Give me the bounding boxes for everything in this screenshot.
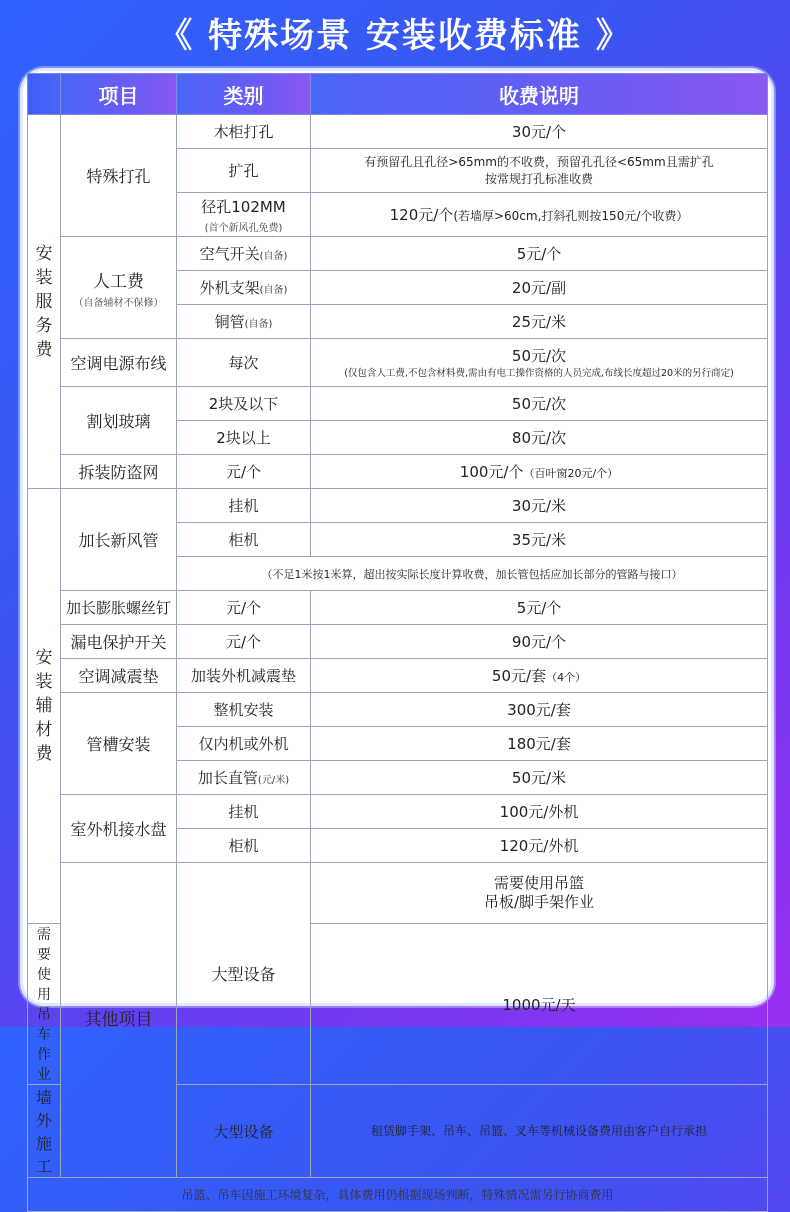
category-duct-partial: 仅内机或外机 (177, 727, 311, 761)
table-row (28, 659, 768, 693)
fee-bolt: 5元/个 (311, 591, 768, 625)
table-row (28, 455, 768, 489)
category-tray-wall: 挂机 (177, 795, 311, 829)
category-duct-extension (177, 761, 311, 795)
category-pipe-wall: 挂机 (177, 489, 311, 523)
category-copper-pipe-note: (自备) (244, 319, 273, 330)
fee-duct-full: 300元/套 (311, 693, 768, 727)
item-bolt: 加长膨胀螺丝钉 (61, 591, 177, 625)
category-air-switch-label: 空气开关 (199, 245, 260, 263)
table-footer-row (28, 1178, 768, 1212)
category-wood-cabinet: 木柜打孔 (177, 115, 311, 149)
category-air-switch-note: (自备) (259, 251, 288, 262)
fee-bracket: 20元/副 (311, 271, 768, 305)
header-fee: 收费说明 (311, 74, 768, 115)
fee-tray-cabinet: 120元/外机 (311, 829, 768, 863)
fee-table (27, 73, 768, 1212)
fee-pipe-cabinet: 35元/米 (311, 523, 768, 557)
item-labor-label: 人工费 (93, 271, 144, 292)
category-tray-cabinet: 柜机 (177, 829, 311, 863)
item-fresh-air-pipe: 加长新风管 (61, 489, 177, 591)
category-guard: 元/个 (177, 455, 311, 489)
fee-duct-extension: 50元/米 (311, 761, 768, 795)
fee-damper-note: （4个） (546, 671, 587, 684)
item-damper: 空调减震垫 (61, 659, 177, 693)
category-basket (311, 863, 768, 924)
category-bracket-label: 外机支架 (199, 279, 260, 297)
item-drain-tray: 室外机接水盘 (61, 795, 177, 863)
table-row (28, 795, 768, 829)
fee-air-switch: 5元/个 (311, 237, 768, 271)
category-hole-102 (177, 193, 311, 237)
category-bracket-note: (自备) (259, 285, 288, 296)
fee-power-wiring-value: 50元/次 (511, 346, 567, 365)
table-row (28, 625, 768, 659)
item-leak-switch: 漏电保护开关 (61, 625, 177, 659)
fee-expand-hole (311, 149, 768, 193)
category-power-wiring: 每次 (177, 339, 311, 387)
fee-exterior-work: 租赁脚手架、吊车、吊篮、叉车等机械设备费用由客户自行承担 (311, 1085, 768, 1178)
table-row (28, 237, 768, 271)
header-category: 类别 (177, 74, 311, 115)
category-copper-pipe-label: 铜管 (214, 313, 245, 331)
fee-glass-2: 80元/次 (311, 421, 768, 455)
table-row (28, 489, 768, 523)
fee-glass-1: 50元/次 (311, 387, 768, 421)
fee-pipe-wall: 30元/米 (311, 489, 768, 523)
fee-power-wiring (311, 339, 768, 387)
category-crane: 需要使用吊车作业 (28, 924, 61, 1085)
table-row (28, 115, 768, 149)
fee-leak-switch: 90元/个 (311, 625, 768, 659)
table-row (28, 863, 768, 924)
item-drill: 特殊打孔 (61, 115, 177, 237)
item-labor-note: （自备辅材不保修） (73, 297, 164, 309)
table-header-row (28, 74, 768, 115)
fee-expand-hole-line2: 按常规打孔标准收费 (484, 171, 593, 186)
fee-damper-value: 50元/套 (491, 667, 547, 685)
fee-tray-wall: 100元/外机 (311, 795, 768, 829)
item-glass: 割划玻璃 (61, 387, 177, 455)
item-power-wiring: 空调电源布线 (61, 339, 177, 387)
fee-crane: 1000元/天 (311, 924, 768, 1085)
item-duct: 管槽安装 (61, 693, 177, 795)
category-duct-full: 整机安装 (177, 693, 311, 727)
footer-note: 吊篮、吊车因施工环境复杂，具体费用仍根据现场判断，特殊情况需另行协商费用 (28, 1178, 768, 1212)
section-materials: 安装辅材费 (28, 489, 61, 924)
category-glass-2: 2块以上 (177, 421, 311, 455)
category-bracket (177, 271, 311, 305)
table-row (28, 339, 768, 387)
item-labor (61, 237, 177, 339)
fee-wood-cabinet: 30元/个 (311, 115, 768, 149)
fee-duct-partial: 180元/套 (311, 727, 768, 761)
category-air-switch (177, 237, 311, 271)
fee-table-card (20, 68, 774, 1202)
category-glass-1: 2块及以下 (177, 387, 311, 421)
fee-hole-102 (311, 193, 768, 237)
fee-copper-pipe: 25元/米 (311, 305, 768, 339)
category-hole-102-label: 径孔102MM (201, 197, 286, 216)
header-blank (28, 74, 61, 115)
section-other: 其他项目 (61, 863, 177, 1178)
category-bolt: 元/个 (177, 591, 311, 625)
fee-hole-102-note: (若墙厚>60cm,打斜孔则按150元/个收费） (453, 209, 689, 223)
fee-guard (311, 455, 768, 489)
category-basket-line2: 吊板/脚手架作业 (483, 893, 595, 911)
fee-guard-note: （百叶窗20元/个） (523, 467, 619, 480)
fee-guard-value: 100元/个 (459, 463, 524, 481)
category-expand-hole: 扩孔 (177, 149, 311, 193)
category-basket-line1: 需要使用吊篮 (493, 874, 584, 892)
category-leak-switch: 元/个 (177, 625, 311, 659)
fee-damper (311, 659, 768, 693)
header-item: 项目 (61, 74, 177, 115)
fee-power-wiring-note: (仅包含人工费,不包含材料费,需由有电工操作资格的人员完成,布线长度超过20米的另行商定) (344, 367, 734, 379)
category-pipe-cabinet: 柜机 (177, 523, 311, 557)
category-duct-extension-note: (元/米) (257, 775, 290, 786)
category-hole-102-note: (首个新风孔免费) (204, 222, 283, 234)
fee-expand-hole-line1: 有预留孔且孔径>65mm的不收费，预留孔孔径<65mm且需扩孔 (364, 154, 714, 169)
category-duct-extension-label: 加长直管 (197, 769, 258, 787)
category-copper-pipe (177, 305, 311, 339)
item-large-equipment: 大型设备 (177, 863, 311, 1085)
fee-hole-102-value: 120元/个 (389, 206, 454, 224)
page-title: 《 特殊场景 安装收费标准 》 (158, 16, 632, 56)
section-service: 安装服务费 (28, 115, 61, 489)
table-row (28, 693, 768, 727)
category-damper: 加装外机减震垫 (177, 659, 311, 693)
item-exterior-work: 墙外施工 (28, 1085, 61, 1178)
category-exterior-work: 大型设备 (177, 1085, 311, 1178)
fee-pipe-note: （不足1米按1米算，超出按实际长度计算收费，加长管包括应加长部分的管路与接口） (177, 557, 768, 591)
item-guard: 拆装防盗网 (61, 455, 177, 489)
table-row (28, 387, 768, 421)
table-row (28, 591, 768, 625)
